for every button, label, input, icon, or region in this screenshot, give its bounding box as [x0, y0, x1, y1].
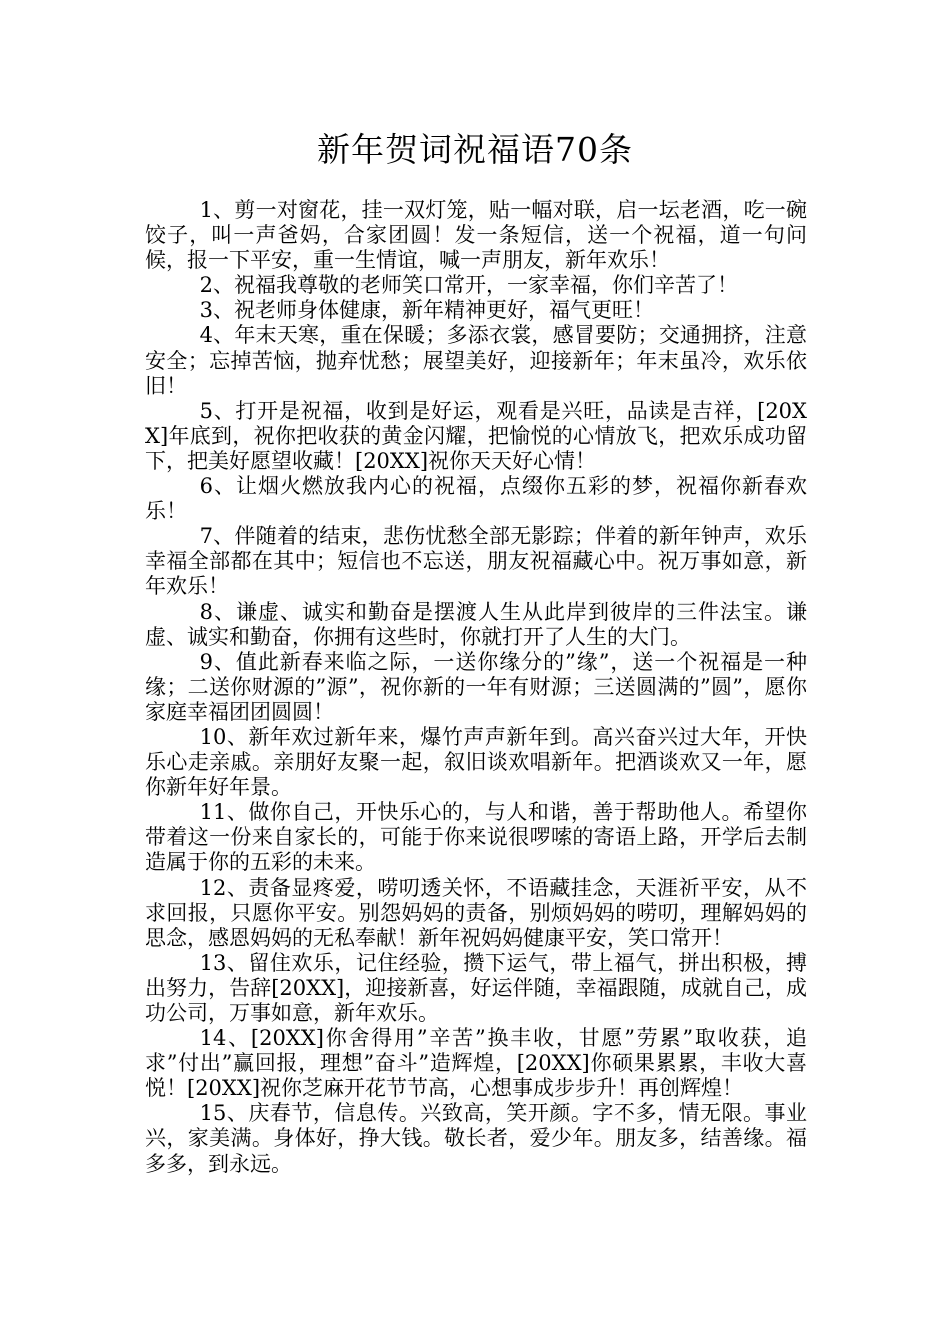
paragraph-8: 8、谦虚、诚实和勤奋是摆渡人生从此岸到彼岸的三件法宝。谦虚、诚实和勤奋，你拥有这些时，你就打开了人生的大门。: [145, 599, 807, 649]
paragraph-15: 15、庆春节，信息传。兴致高，笑开颜。字不多，情无限。事业兴，家美满。身体好，挣大钱。敬长者，爱少年。朋友多，结善缘。福多多，到永远。: [145, 1101, 807, 1176]
paragraph-5: 5、打开是祝福，收到是好运，观看是兴旺，品读是吉祥，[20XX]年底到，祝你把收获的黄金闪耀，把愉悦的心情放飞，把欢乐成功留下，把美好愿望收藏！[20XX]祝你天天好心情！: [145, 398, 807, 473]
paragraph-13: 13、留住欢乐，记住经验，攒下运气，带上福气，拼出积极，搏出努力，告辞[20XX]，迎接新喜，好运伴随，幸福跟随，成就自己，成功公司，万事如意，新年欢乐。: [145, 950, 807, 1025]
paragraph-4: 4、年末天寒，重在保暖；多添衣裳，感冒要防；交通拥挤，注意安全；忘掉苦恼，抛弃忧愁；展望美好，迎接新年；年末虽冷，欢乐依旧！: [145, 323, 807, 398]
paragraph-14: 14、[20XX]你舍得用”辛苦”换丰收，甘愿”劳累”取收获，追求”付出”赢回报，理想”奋斗”造辉煌，[20XX]你硕果累累，丰收大喜悦！[20XX]祝你芝麻开花节节高，心想事成步步升！再创辉煌！: [145, 1026, 807, 1101]
paragraph-2: 2、祝福我尊敬的老师笑口常开，一家幸福，你们辛苦了！: [199, 273, 738, 298]
paragraph-10: 10、新年欢过新年来，爆竹声声新年到。高兴奋兴过大年，开快乐心走亲戚。亲朋好友聚一起，叙旧谈欢唱新年。把酒谈欢又一年，愿你新年好年景。: [145, 724, 807, 800]
paragraph-9: 9、值此新春来临之际，一送你缘分的”缘”，送一个祝福是一种缘；二送你财源的”源”，祝你新的一年有财源；三送圆满的”圆”，愿你家庭幸福团团圆圆！: [145, 649, 807, 724]
paragraph-7: 7、伴随着的结束，悲伤忧愁全部无影踪；伴着的新年钟声，欢乐幸福全部都在其中；短信也不忘送，朋友祝福藏心中。祝万事如意，新年欢乐！: [145, 524, 807, 599]
document-title: 新年贺词祝福语70条: [317, 130, 633, 169]
paragraph-3: 3、祝老师身体健康，新年精神更好，福气更旺！: [199, 298, 654, 323]
document-body: [145, 198, 807, 1177]
paragraph-11: 11、做你自己，开快乐心的，与人和谐，善于帮助他人。希望你带着这一份来自家长的，可能于你来说很啰嗦的寄语上路，开学后去制造属于你的五彩的未来。: [145, 800, 807, 875]
paragraph-1: 1、剪一对窗花，挂一双灯笼，贴一幅对联，启一坛老酒，吃一碗饺子，叫一声爸妈，合家团圆！发一条短信，送一个祝福，道一句问候，报一下平安，重一生情谊，喊一声朋友，新年欢乐！: [145, 198, 807, 273]
paragraph-12: 12、责备显疼爱，唠叨透关怀，不语藏挂念，天涯祈平安，从不求回报，只愿你平安。别怨妈妈的责备，别烦妈妈的唠叨，理解妈妈的思念，感恩妈妈的无私奉献！新年祝妈妈健康平安，笑口常开！: [145, 875, 807, 950]
paragraph-6: 6、让烟火燃放我内心的祝福，点缀你五彩的梦，祝福你新春欢乐！: [145, 474, 807, 524]
